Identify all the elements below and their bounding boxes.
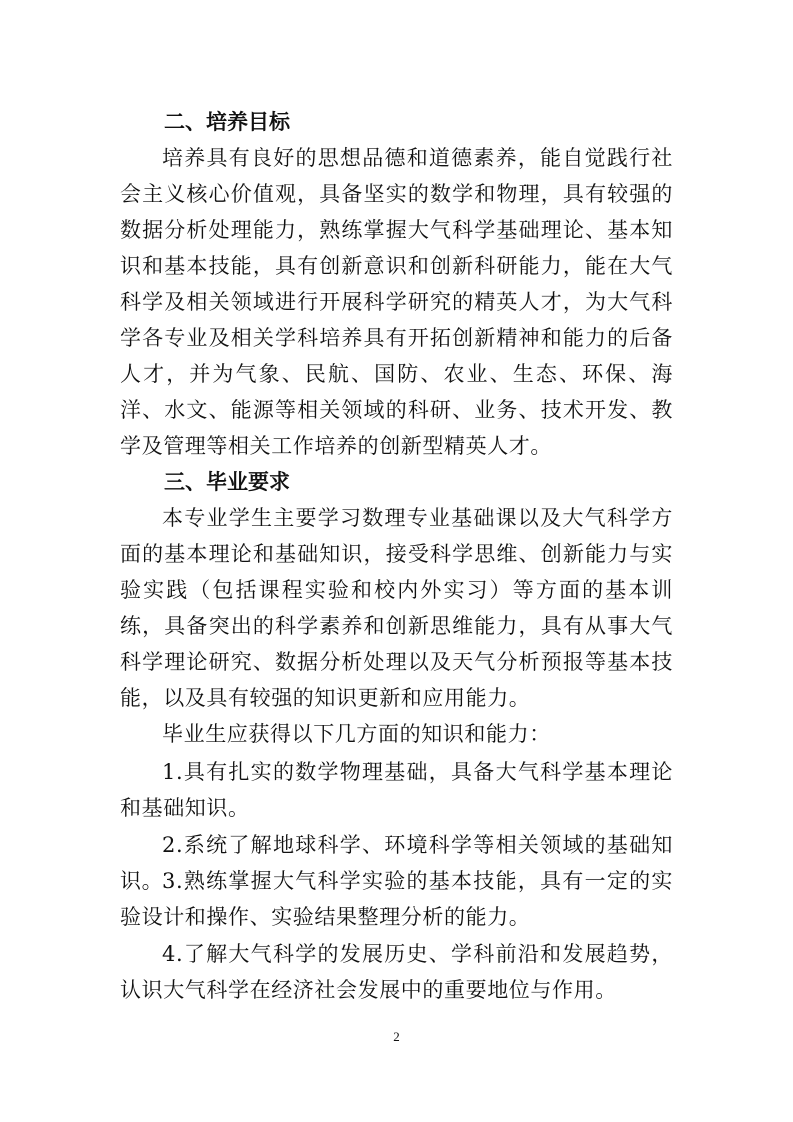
- abilities-intro: 毕业生应获得以下几方面的知识和能力：: [162, 722, 551, 746]
- graduation-requirements-paragraph: 本专业学生主要学习数理专业基础课以及大气科学方面的基本理论和基础知识，接受科学思维、创新能力与实验实践（包括课程实验和校内外实习）等方面的基本训练，具备突出的科学素养和创新思维能力，具有从事大气科学理论研究、数据分析处理以及天气分析预报等基本技能，以及具有较强的知识更新和应用能力。: [120, 506, 673, 710]
- section-heading-training-goals: 二、培养目标: [164, 110, 290, 134]
- ability-item-2: 2.系统了解地球科学、环境科学等相关领域的基础知识。: [120, 833, 673, 893]
- training-goals-paragraph: 培养具有良好的思想品德和道德素养，能自觉践行社会主义核心价值观，具备坚实的数学和物理，具有较强的数据分析处理能力，熟练掌握大气科学基础理论、基本知识和基本技能，具有创新意识和创新科研能力，能在大气科学及相关领域进行开展科学研究的精英人才，为大气科学各专业及相关学科培养具有开拓创新精神和能力的后备人才，并为气象、民航、国防、农业、生态、环保、海洋、水文、能源等相关领域的科研、业务、技术开发、教学及管理等相关工作培养的创新型精英人才。: [120, 146, 673, 458]
- page-number: 2: [393, 1029, 400, 1044]
- ability-item-1: 1.具有扎实的数学物理基础，具备大气科学基本理论和基础知识。: [120, 760, 673, 820]
- ability-item-4: 4.了解大气科学的发展历史、学科前沿和发展趋势，认识大气科学在经济社会发展中的重要地位与作用。: [120, 942, 673, 1002]
- section-heading-graduation-requirements: 三、毕业要求: [164, 470, 290, 494]
- ability-item-3: 3.熟练掌握大气科学实验的基本技能，具有一定的实验设计和操作、实验结果整理分析的能力。: [120, 869, 673, 929]
